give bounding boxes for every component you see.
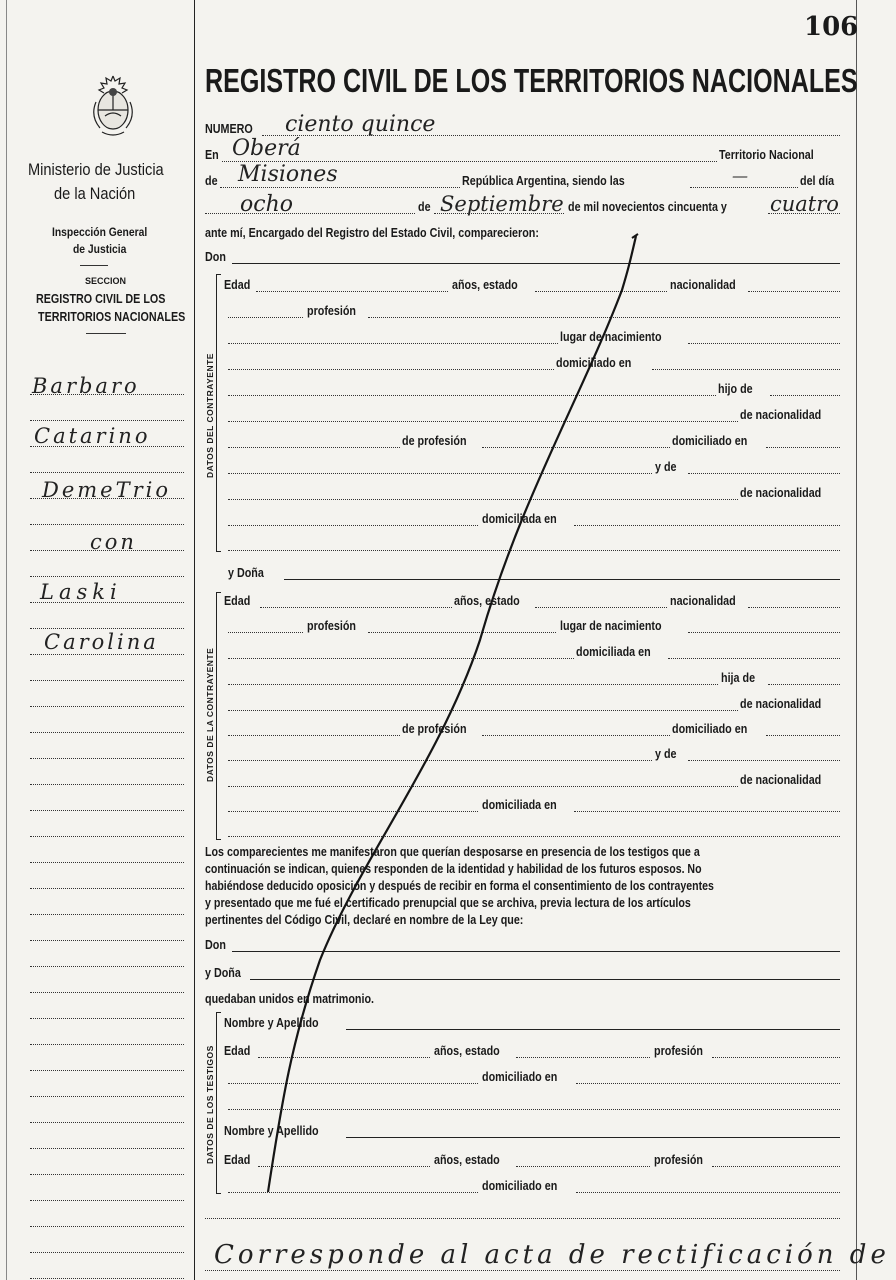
c-de-profesion: de profesión (402, 434, 467, 448)
c-de-nacionalidad: de nacionalidad (740, 408, 822, 422)
de2-label: de (418, 200, 431, 214)
page-title: REGISTRO CIVIL DE LOS TERRITORIOS NACIONALES (205, 62, 858, 99)
declaration-dona: y Doña (205, 966, 241, 980)
f-edad: Edad (224, 594, 251, 608)
sidebar-name-6: Carolina (44, 630, 159, 654)
t-anos-estado: años, estado (434, 1044, 500, 1058)
t-nombre: Nombre y Apellido (224, 1016, 319, 1030)
f-domiciliada-en: domiciliada en (576, 645, 651, 659)
de-label: de (205, 174, 218, 188)
declaration-quedaban: quedaban unidos en matrimonio. (205, 992, 375, 1006)
c-y-de: y de (655, 460, 677, 474)
f-y-de: y de (655, 747, 677, 761)
f-profesion: profesión (307, 619, 356, 633)
paragraph-line-1: Los comparecientes me manifestaron que querían desposarse en presencia de los testigos que a (205, 845, 700, 859)
t-domiciliado-en2: domiciliado en (482, 1179, 558, 1193)
paragraph-line-4: y presentado que me fué el certificado prenupcial que se archiva, previa lectura de los artículos (205, 896, 691, 910)
section-line-2: TERRITORIOS NACIONALES (38, 310, 186, 324)
c-domiciliado-en2: domiciliado en (672, 434, 748, 448)
section-label: SECCION (85, 276, 127, 286)
month-value: Septiembre (440, 192, 564, 216)
year-value: cuatro (770, 192, 839, 216)
ministry-line-1: Ministerio de Justicia (28, 160, 164, 179)
f-domiciliada-en2: domiciliada en (482, 798, 557, 812)
t-anos-estado2: años, estado (434, 1153, 500, 1167)
ministry-line-2: de la Nación (54, 184, 136, 203)
del-dia-label: del día (800, 174, 835, 188)
t-edad2: Edad (224, 1153, 251, 1167)
inspection-line-1: Inspección General (52, 225, 148, 239)
t-profesion2: profesión (654, 1153, 703, 1167)
sidebar-name-5: Laski (40, 580, 122, 604)
sidebar-name-2: Catarino (34, 424, 151, 448)
f-hija-de: hija de (721, 671, 756, 685)
c-domiciliado-en: domiciliado en (556, 356, 632, 370)
hour-value: — (732, 166, 748, 185)
c-profesion: profesión (307, 304, 356, 318)
c-de-nacionalidad2: de nacionalidad (740, 486, 822, 500)
f-domiciliado-en: domiciliado en (672, 722, 748, 736)
en-value: Oberá (232, 136, 301, 161)
paragraph-line-3: habiéndose deducido oposición y después de recibir en forma el consentimiento de los contrayentes (205, 879, 714, 893)
section-line-1: REGISTRO CIVIL DE LOS (36, 292, 166, 306)
dona-label: y Doña (228, 566, 264, 580)
paragraph-line-5: pertinentes del Código Civil, declaré en nombre de la Ley que: (205, 913, 524, 927)
t-nombre2: Nombre y Apellido (224, 1124, 319, 1138)
f-de-nacionalidad2: de nacionalidad (740, 773, 822, 787)
t-domiciliado-en: domiciliado en (482, 1070, 558, 1084)
page-number: 106 (804, 12, 859, 42)
f-anos-estado: años, estado (454, 594, 520, 608)
day-value: ocho (240, 192, 293, 217)
f-lugar: lugar de nacimiento (560, 619, 662, 633)
numero-label: NUMERO (205, 122, 253, 136)
c-hijo-de: hijo de (718, 382, 753, 396)
footer-handwritten-note: Corresponde al acta de rectificación de (214, 1240, 890, 1270)
contrayente-vertical-label: DATOS DEL CONTRAYENTE (205, 353, 215, 478)
c-domiciliada-en: domiciliada en (482, 512, 557, 526)
sidebar-name-4: con (90, 530, 137, 554)
year-label: de mil novecientos cincuenta y (568, 200, 727, 214)
c-nacionalidad: nacionalidad (670, 278, 736, 292)
republica-label: República Argentina, siendo las (462, 174, 625, 188)
don-label: Don (205, 250, 226, 264)
t-profesion: profesión (654, 1044, 703, 1058)
f-de-profesion: de profesión (402, 722, 467, 736)
sidebar-name-1: Barbaro (32, 374, 140, 398)
territorio-label: Territorio Nacional (719, 148, 814, 162)
testigos-vertical-label: DATOS DE LOS TESTIGOS (205, 1045, 215, 1164)
paragraph-line-2: continuación se indican, quienes responden de la identidad y habilidad de los futuros esposos. No (205, 862, 702, 876)
c-lugar: lugar de nacimiento (560, 330, 662, 344)
ante-label: ante mí, Encargado del Registro del Estado Civil, comparecieron: (205, 226, 539, 240)
de-value: Misiones (238, 162, 338, 187)
t-edad: Edad (224, 1044, 251, 1058)
f-de-nacionalidad: de nacionalidad (740, 697, 822, 711)
en-label: En (205, 148, 219, 162)
c-anos-estado: años, estado (452, 278, 518, 292)
inspection-line-2: de Justicia (73, 242, 127, 256)
sidebar-name-3: DemeTrio (42, 478, 172, 502)
c-edad: Edad (224, 278, 251, 292)
contrayenta-vertical-label: DATOS DE LA CONTRAYENTE (205, 647, 215, 782)
declaration-don: Don (205, 938, 226, 952)
numero-value: ciento quince (285, 112, 436, 137)
f-nacionalidad: nacionalidad (670, 594, 736, 608)
